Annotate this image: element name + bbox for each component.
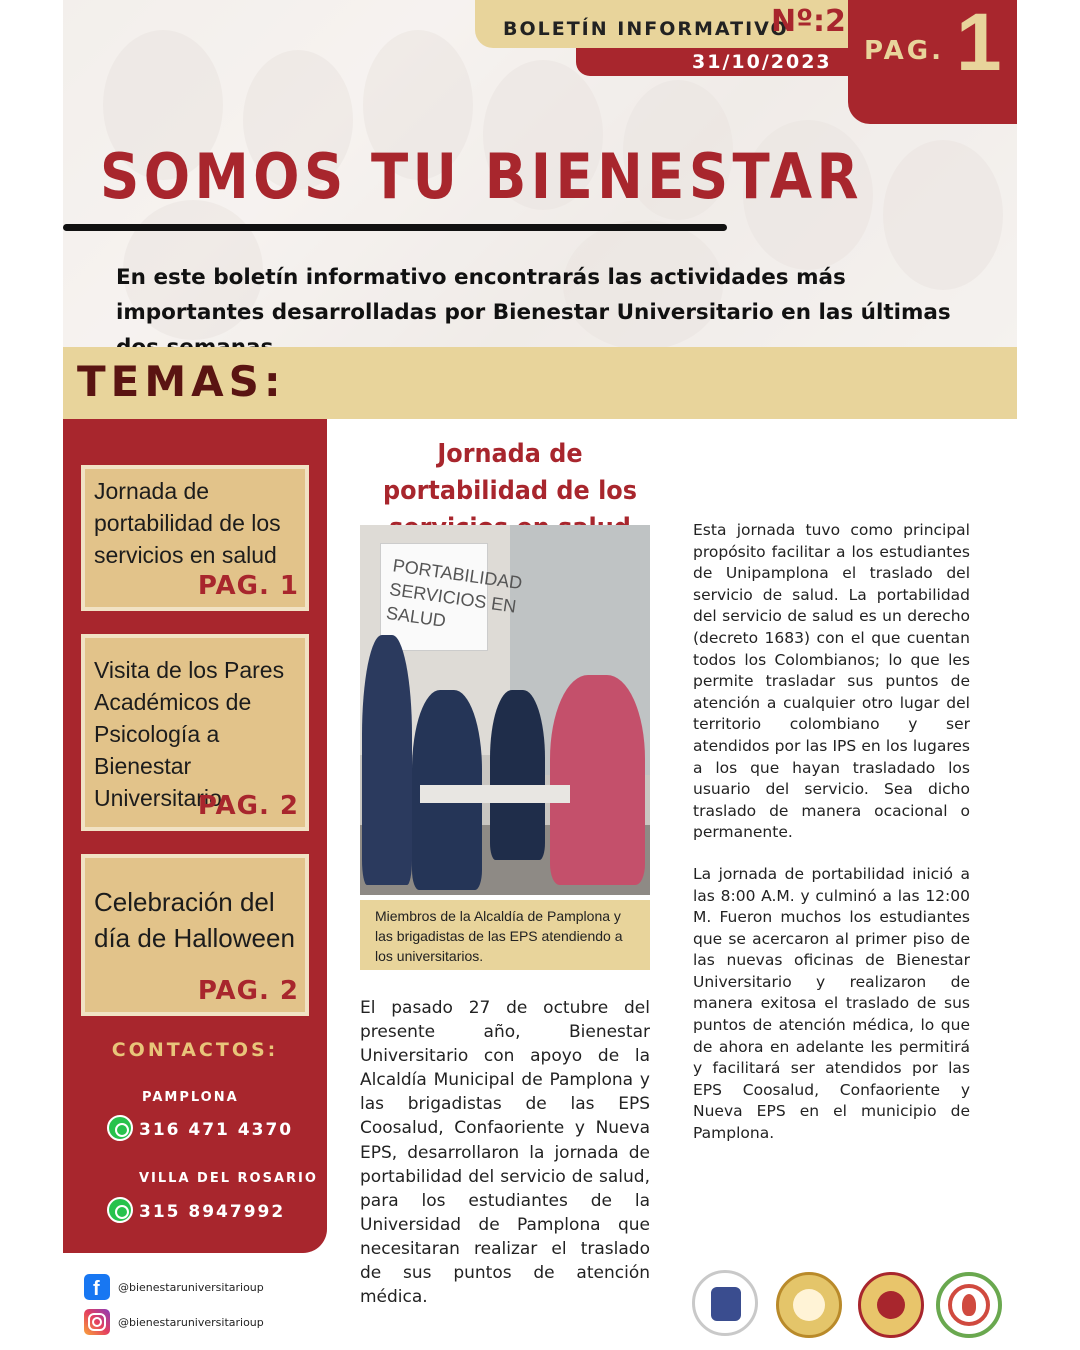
accreditation-seal-icon: [776, 1272, 842, 1338]
university-seal-icon: [692, 1270, 758, 1336]
contact-phone[interactable]: 315 8947992: [139, 1202, 286, 1222]
topic-card[interactable]: [81, 634, 309, 831]
page-indicator: [848, 0, 1017, 124]
article-title: Jornada de portabilidad de los: [383, 439, 637, 506]
bulletin-label-bar: [475, 0, 848, 48]
page-number: 1: [956, 0, 1002, 88]
article-photo: [360, 525, 650, 895]
whatsapp-icon: [107, 1115, 133, 1141]
contact-phone[interactable]: 316 471 4370: [139, 1120, 294, 1140]
article-paragraph: La jornada de portabilidad inició a las 8:00 A.M. y culminó a las 12:00 M. Fueron muchos los estudiantes que se acercaron al primer piso de las nuevas oficinas de Bienestar Universitario y realizaron de manera exitosa el traslado de sus puntos de atención médica, lo que de ahora en adelante les permitirá y facilitará ser atendidos por las EPS Coosalud, Confaoriente y Nueva EPS en el municipio de Pamplona.: [693, 864, 970, 1143]
article-column-right: [693, 520, 970, 1145]
bulletin-label: BOLETÍN INFORMATIVO: [503, 18, 789, 40]
article-paragraph: El pasado 27 de octubre del presente año, Bienestar Universitario con apoyo de la Alcaldía Municipal de Pamplona y las brigadistas de las EPS Coosalud, Confaoriente y Nueva EPS, desarrollaron la jornada de portabilidad del servicio de salud, para los estudiantes de la Universidad de Pamplona que necesitaran realizar el traslado de sus puntos de atención médica.: [360, 998, 650, 1308]
page-label: PAG.: [864, 36, 945, 66]
topic-title: Visita de los Pares Académicos de Psicología a Bienestar Universitario: [94, 657, 285, 811]
contacts-heading: CONTACTOS:: [111, 1039, 279, 1061]
article-paragraph: Esta jornada tuvo como principal propósito facilitar a los estudiantes de Unipamplona el traslado del servicio de salud. La portabilidad del servicio de salud es un derecho (decreto 1683) con el que cuentan todos los Colombianos; lo que les permite trasladar sus puntos de atención a cualquier otro lugar del territorio colombiano y ser atendidos por las IPS en los lugares a los que hayan trasladado los usuario del servicio. Sea dicho traslado de manera ocacional o permanente.: [693, 521, 970, 842]
instagram-icon: [84, 1309, 110, 1335]
facebook-icon: [84, 1274, 110, 1300]
issue-date: 31/10/2023: [692, 51, 832, 73]
topic-title: Celebración del día de Halloween: [94, 887, 295, 953]
title-underline: [63, 224, 727, 231]
photo-caption: Miembros de la Alcaldía de Pamplona y las brigadistas de las EPS atendiendo a los universitarios.: [375, 908, 623, 964]
contact-city: VILLA DEL ROSARIO: [139, 1171, 318, 1186]
topic-card[interactable]: [81, 465, 309, 611]
poster-sign: [380, 543, 524, 651]
contact-city: PAMPLONA: [142, 1090, 239, 1105]
sidebar: [63, 419, 327, 1253]
photo-caption-box: [360, 900, 650, 970]
topic-card[interactable]: [81, 854, 309, 1016]
bienestar-logo-icon: [936, 1272, 1002, 1338]
topic-title: Jornada de portabilidad de los servicios en salud: [94, 478, 281, 568]
topic-page: PAG. 2: [197, 791, 299, 821]
whatsapp-icon: [107, 1197, 133, 1223]
topics-band: [63, 347, 1017, 419]
bulletin-number: Nº:2: [771, 4, 846, 39]
quality-seal-icon: [858, 1272, 924, 1338]
topic-page: PAG. 2: [197, 976, 299, 1006]
poster-text: PORTABILIDAD SERVICIOS EN SALUD: [384, 555, 524, 631]
intro-text: En este boletín informativo encontrarás las actividades más importantes desarrolladas por Bienestar Universitario en las últimas: [116, 265, 951, 325]
date-bar: [576, 48, 848, 76]
svg-text:f: f: [93, 1278, 100, 1300]
topic-page: PAG. 1: [197, 571, 299, 601]
topics-heading: TEMAS:: [77, 357, 286, 406]
instagram-handle: @bienestaruniversitarioup: [118, 1316, 264, 1329]
page-title: SOMOS TU BIENESTAR: [100, 140, 863, 213]
facebook-handle: @bienestaruniversitarioup: [118, 1281, 264, 1294]
